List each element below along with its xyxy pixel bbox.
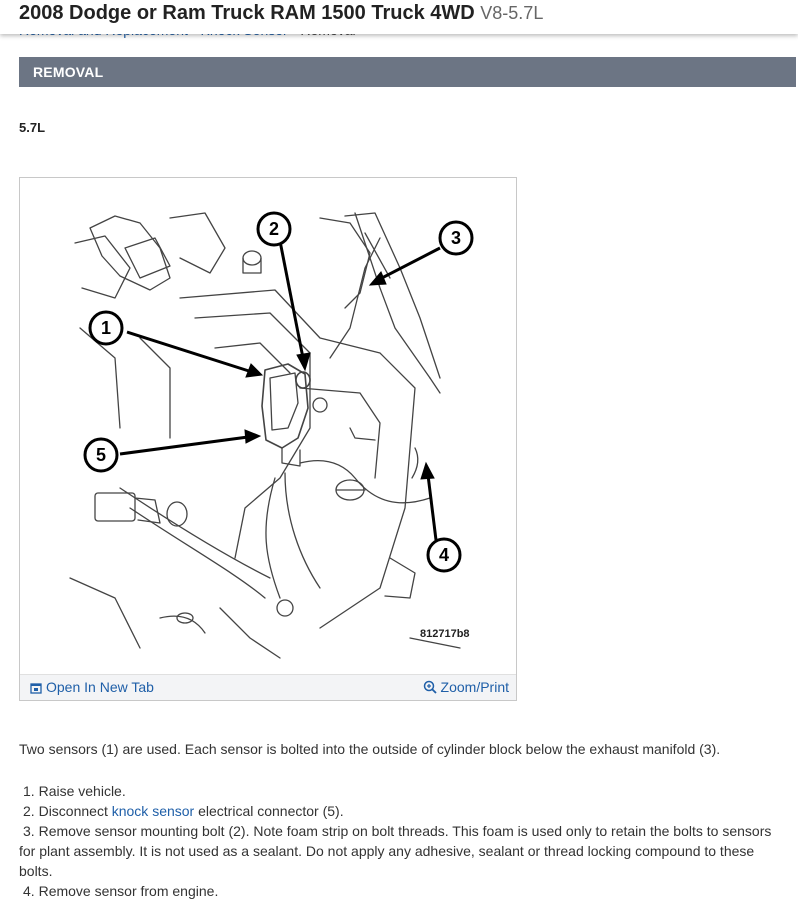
callout-1: 1: [100, 318, 112, 338]
description-text: Two sensors (1) are used. Each sensor is bolted into the outside of cylinder block below the exhaust manifold (3).: [19, 741, 721, 757]
step-text-post: electrical connector (5).: [194, 803, 344, 819]
callout-2: 2: [268, 219, 280, 239]
callout-5: 5: [95, 445, 107, 465]
external-tab-icon: [30, 682, 42, 694]
step-4: [19, 881, 789, 901]
figure-code: 812717b8: [420, 628, 470, 640]
engine-label: 5.7L: [19, 120, 46, 135]
step-text: Raise vehicle.: [38, 783, 126, 799]
section-header: [19, 57, 796, 87]
step-number: 4.: [23, 883, 35, 899]
zoom-icon: [423, 680, 437, 694]
step-1: [19, 781, 789, 801]
top-bar: [0, 0, 798, 34]
callout-4: 4: [438, 545, 450, 565]
vehicle-title: 2008 Dodge or Ram Truck RAM 1500 Truck 4WD: [19, 2, 475, 24]
procedure-steps: [19, 781, 789, 901]
step-2: [19, 801, 789, 821]
figure-panel: [19, 177, 517, 701]
figure-toolbar: [20, 674, 516, 700]
open-in-new-tab-link[interactable]: [30, 679, 154, 695]
knock-sensor-link[interactable]: knock sensor: [111, 803, 195, 819]
knock-sensor-diagram[interactable]: [20, 178, 516, 674]
section-title: REMOVAL: [33, 64, 104, 80]
zoom-print-label: Zoom/Print: [440, 679, 509, 695]
callout-3: 3: [450, 228, 462, 248]
step-number: 2.: [23, 803, 35, 819]
step-text-pre: Disconnect: [38, 803, 112, 819]
page-title: [19, 2, 543, 25]
step-text: Remove sensor mounting bolt (2). Note foam strip on bolt threads. This foam is used only to retain the bolts to sensors for plant assembly. It is not used as a sealant. Do not apply any adhesive, sealant or thread locking compound to these bolts.: [19, 823, 772, 879]
open-in-new-tab-label: Open In New Tab: [46, 679, 154, 695]
step-3: [19, 821, 789, 881]
step-text: Remove sensor from engine.: [38, 883, 219, 899]
step-number: 1.: [23, 783, 35, 799]
zoom-print-link[interactable]: [423, 679, 509, 695]
engine-subtitle: V8-5.7L: [480, 3, 544, 23]
step-number: 3.: [23, 823, 35, 839]
